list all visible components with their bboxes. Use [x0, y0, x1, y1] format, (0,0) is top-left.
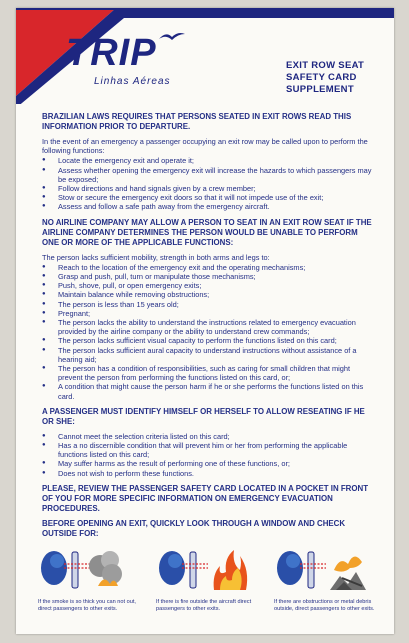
card-title-line: SUPPLEMENT: [286, 84, 354, 95]
list-item: ● Locate the emergency exit and operate it;: [42, 156, 376, 165]
card-title-line: SAFETY CARD: [286, 72, 357, 83]
identify-list: [42, 432, 376, 478]
smoke-caption: If the smoke is so thick you can not out, direct passengers to other exits.: [38, 599, 136, 612]
bird-icon: [158, 30, 186, 42]
debris-window-icon: [274, 546, 374, 592]
list-item: ● Push, shove, pull, or open emergency exits;: [42, 281, 376, 290]
fire-hazard: [156, 546, 268, 613]
card-title-line: EXIT ROW SEAT: [286, 60, 365, 71]
list-item: ● Reach to the location of the emergency exit and the operating mechanisms;: [42, 263, 376, 272]
list-item: ● The person has a condition of responsibilities, such as caring for small children that might prevent the person from performing the functions listed on this card, or;: [42, 364, 376, 382]
lacks-text: The person lacks sufficient mobility, strength in both arms and legs to:: [42, 252, 270, 262]
intro-text: In the event of an emergency a passenger occupying an exit row may be called upon to perform the following functions:: [42, 137, 368, 156]
conditions-list: [42, 263, 376, 401]
list-item: ● Grasp and push, pull, turn or manipulate those mechanisms;: [42, 272, 376, 281]
intro-heading: BRAZILIAN LAWS REQUIRES THAT PERSONS SEATED IN EXIT ROWS READ THIS INFORMATION PRIOR TO DEPARTURE.: [42, 112, 352, 131]
list-item: ● Follow directions and hand signals given by a crew member;: [42, 184, 376, 193]
list-item: ● Stow or secure the emergency exit doors so that it will not impede use of the exit;: [42, 193, 376, 202]
card-title: [286, 60, 382, 96]
debris-caption: If there are obstructions or metal debris outside, direct passengers to other exits.: [274, 599, 375, 612]
list-item: ● The person lacks the ability to understand the instructions related to emergency evacuation provided by the airline company or the ability to understand crew commands;: [42, 318, 376, 336]
identify-heading: A PASSENGER MUST IDENTIFY HIMSELF OR HERSELF TO ALLOW RESEATING IF HE OR SHE:: [42, 406, 365, 426]
list-item: ● Maintain balance while removing obstructions;: [42, 290, 376, 299]
fire-caption: If there is fire outside the aircraft direct passengers to other exits.: [156, 599, 252, 612]
list-item: ● A condition that might cause the person harm if he or she performs the functions listed on this card.: [42, 382, 376, 400]
functions-list: [42, 156, 376, 211]
before-heading: BEFORE OPENING AN EXIT, QUICKLY LOOK THROUGH A WINDOW AND CHECK OUTSIDE FOR:: [42, 518, 346, 538]
smoke-window-icon: [38, 546, 138, 592]
card-content: [42, 112, 376, 544]
list-item: ● May suffer harms as the result of performing one of these functions, or;: [42, 459, 376, 468]
debris-hazard: [274, 546, 386, 613]
list-item: ● The person is less than 15 years old;: [42, 300, 376, 309]
list-item: ● Cannot meet the selection criteria listed on this card;: [42, 432, 376, 441]
logo-subtitle: Linhas Aéreas: [94, 76, 171, 87]
list-item: ● Has a no discernible condition that will prevent him or her from performing the applicable functions listed on this card;: [42, 441, 376, 459]
logo: [56, 30, 256, 100]
hazard-icons: [38, 546, 382, 624]
list-item: ● Assess and follow a safe path away from the emergency aircraft.: [42, 202, 376, 211]
list-item: ● Assess whether opening the emergency exit will increase the hazards to which passengers may be exposed;: [42, 166, 376, 184]
no-seat-heading: NO AIRLINE COMPANY MAY ALLOW A PERSON TO SEAT IN AN EXIT ROW SEAT IF THE AIRLINE COMPANY DETERMINES THE PERSON WOULD BE UNABLE TO PERFORM ONE OR MORE OF THE APPLICABLE FUNCTIONS:: [42, 217, 372, 247]
safety-card: [16, 8, 394, 634]
list-item: ● Pregnant;: [42, 309, 376, 318]
logo-text: TRIP: [66, 32, 157, 74]
list-item: ● The person lacks sufficient visual capacity to perform the functions listed on this card;: [42, 336, 376, 345]
smoke-hazard: [38, 546, 150, 613]
review-heading: PLEASE, REVIEW THE PASSENGER SAFETY CARD LOCATED IN A POCKET IN FRONT OF YOU FOR MORE SPECIFIC INFORMATION ON EMERGENCY EVACUATION PROCEDURES.: [42, 483, 369, 513]
list-item: ● Does not wish to perform these functions.: [42, 469, 376, 478]
list-item: ● The person lacks sufficient aural capacity to understand instructions without assistance of a hearing aid;: [42, 346, 376, 364]
fire-window-icon: [156, 546, 256, 592]
header-top-line: [16, 8, 394, 10]
